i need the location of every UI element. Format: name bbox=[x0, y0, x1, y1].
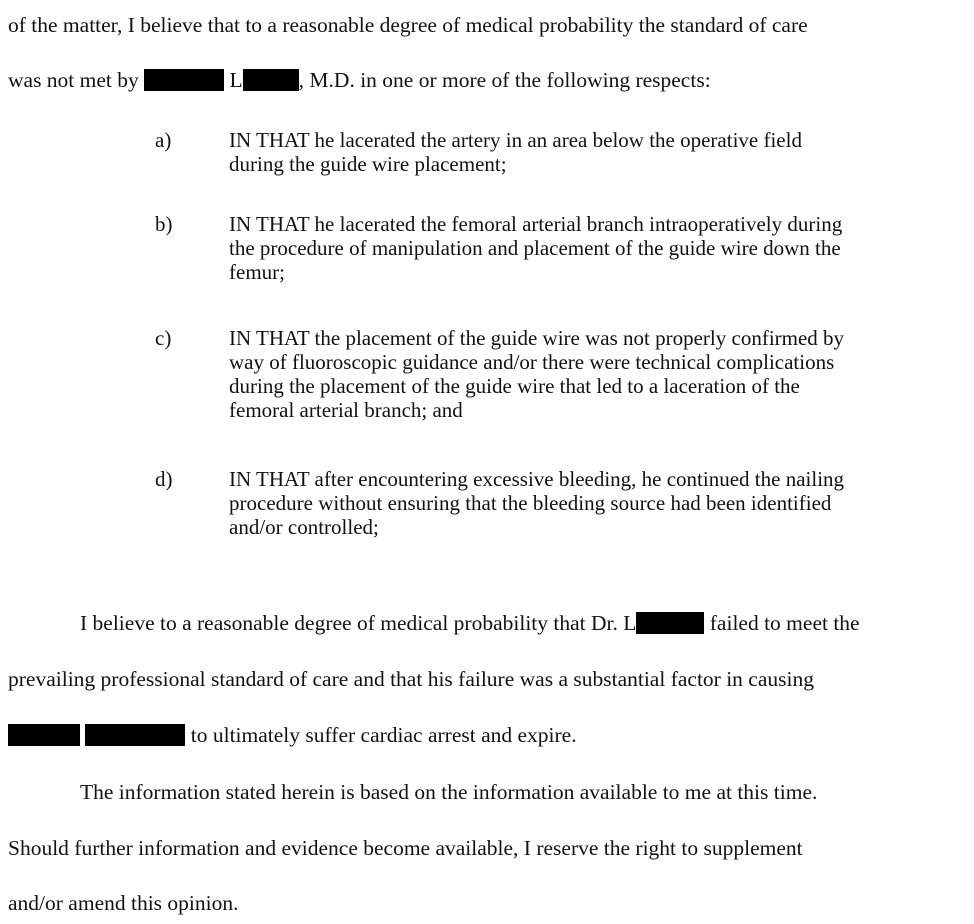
item-text: IN THAT after encountering excessive bleeding, he continued the nailing procedure without ensuring that the bleeding source had been identified and/or controlled; bbox=[229, 467, 845, 539]
item-text: IN THAT the placement of the guide wire was not properly confirmed by way of fluoroscopic guidance and/or there were technical complications during the placement of the guide wire that led to a laceration of the femoral arterial branch; and bbox=[229, 326, 845, 422]
item-text: IN THAT he lacerated the artery in an area below the operative field during the guide wire placement; bbox=[229, 128, 802, 176]
redaction-box bbox=[144, 69, 224, 91]
redaction-box bbox=[636, 612, 704, 634]
redaction-box bbox=[85, 724, 185, 746]
intro-line-2-prefix: was not met by bbox=[8, 68, 139, 92]
intro-line-2 bbox=[8, 67, 711, 93]
redaction-box bbox=[243, 69, 299, 91]
conclusion-line-1: I believe to a reasonable degree of medical probability that Dr. L failed to meet the bbox=[80, 611, 860, 635]
closing-line-1: The information stated herein is based on the information available to me at this time. bbox=[80, 780, 818, 804]
item-text: IN THAT he lacerated the femoral arterial branch intraoperatively during the procedure of manipulation and placement of the guide wire down the femur; bbox=[229, 212, 843, 284]
intro-line-2-initial: L bbox=[229, 68, 243, 92]
redaction-box bbox=[8, 724, 80, 746]
intro-line-1: of the matter, I believe that to a reasonable degree of medical probability the standard of care bbox=[8, 13, 808, 37]
conclusion-line-3: to ultimately suffer cardiac arrest and expire. bbox=[8, 722, 577, 748]
item-label: b) bbox=[155, 212, 173, 236]
item-label: c) bbox=[155, 326, 172, 350]
item-label: d) bbox=[155, 467, 173, 491]
closing-line-2: Should further information and evidence become available, I reserve the right to supplement bbox=[8, 836, 803, 860]
conclusion-line-2: prevailing professional standard of care and that his failure was a substantial factor in causing bbox=[8, 667, 814, 691]
intro-line-2-suffix: , M.D. in one or more of the following respects: bbox=[298, 68, 711, 92]
item-label: a) bbox=[155, 128, 172, 152]
closing-line-3: and/or amend this opinion. bbox=[8, 891, 239, 915]
